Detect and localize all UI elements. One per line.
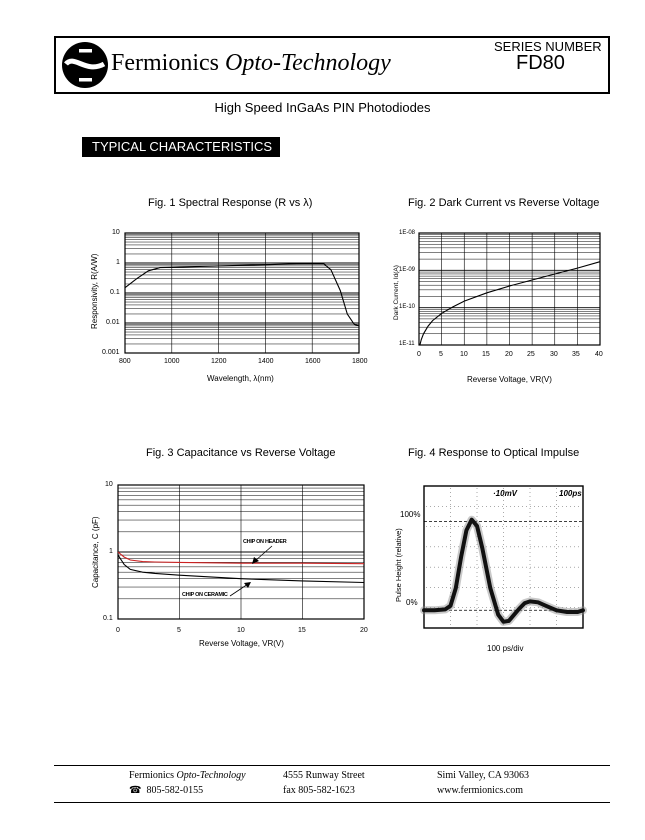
fig3-annotation-ceramic: CHIP ON CERAMIC	[182, 592, 228, 598]
fig2-xtick: 35	[572, 351, 580, 358]
fig4-ylabel: Pulse Height (relative)	[394, 528, 403, 602]
fig1-xtick: 800	[119, 358, 131, 365]
fig1-xtick: 1400	[258, 358, 274, 365]
fig2-xtick: 0	[417, 351, 421, 358]
footer-rule-top	[54, 765, 610, 766]
fig4-xlabel: 100 ps/div	[487, 644, 524, 653]
fig4-note-time: 100ps	[559, 489, 582, 498]
fig3-xtick: 0	[116, 627, 120, 634]
footer-company-suffix: Opto-Technology	[176, 770, 246, 781]
footer-company-main: Fermionics	[129, 770, 174, 781]
footer-company	[129, 770, 246, 781]
fig2-xtick: 20	[505, 351, 513, 358]
fig3-xtick: 15	[298, 627, 306, 634]
company-name-main: Fermionics	[111, 50, 219, 76]
footer-phone: 805-582-0155	[146, 785, 204, 796]
fig1-xtick: 1600	[305, 358, 321, 365]
footer-rule-bottom	[54, 802, 610, 803]
fig3-ytick: 0.1	[103, 615, 113, 622]
fig3-ylabel: Capacitance, C (pF)	[91, 516, 100, 588]
fig1-xtick: 1200	[211, 358, 227, 365]
fig1-ytick: 10	[112, 229, 120, 236]
fig4-plot	[424, 486, 583, 628]
fig3-xtick: 5	[177, 627, 181, 634]
fig3-annotation-header: CHIP ON HEADER	[243, 539, 287, 545]
footer-fax: fax 805-582-1623	[283, 785, 355, 796]
fig2-xlabel: Reverse Voltage, VR(V)	[467, 375, 552, 384]
product-title: High Speed InGaAs PIN Photodiodes	[214, 100, 431, 115]
company-name-suffix: Opto-Technology	[225, 50, 391, 76]
fig1-ytick: 0.1	[110, 289, 120, 296]
fig1-ytick: 0.01	[106, 319, 120, 326]
phone-icon: ☎	[129, 785, 142, 796]
fig4-note-voltage: ·10mV	[493, 489, 518, 498]
fig2-ytick: 1E-10	[399, 304, 416, 310]
fig3-title: Fig. 3 Capacitance vs Reverse Voltage	[146, 447, 336, 459]
series-number-label: SERIES NUMBER	[494, 39, 602, 54]
fig2-ytick: 1E-08	[399, 230, 416, 236]
footer-city: Simi Valley, CA 93063	[437, 770, 529, 781]
fig1-title: Fig. 1 Spectral Response (R vs λ)	[148, 197, 313, 209]
fig1-ytick: 1	[116, 259, 120, 266]
fig2-xtick: 40	[595, 351, 603, 358]
fig4-title: Fig. 4 Response to Optical Impulse	[408, 447, 580, 459]
fig2-xtick: 30	[550, 351, 558, 358]
fig1-xtick: 1800	[352, 358, 368, 365]
footer-address: 4555 Runway Street	[283, 770, 365, 781]
fig3-xtick: 10	[237, 627, 245, 634]
fig2-title: Fig. 2 Dark Current vs Reverse Voltage	[408, 197, 600, 209]
fig1-xlabel: Wavelength, λ(nm)	[207, 374, 274, 383]
fig2-ytick: 1E-09	[399, 267, 416, 273]
fig1-xtick: 1000	[164, 358, 180, 365]
fig3-ytick: 10	[105, 481, 113, 488]
section-banner: TYPICAL CHARACTERISTICS	[82, 137, 280, 157]
fig3-xlabel: Reverse Voltage, VR(V)	[199, 639, 284, 648]
fig2-xtick: 5	[439, 351, 443, 358]
fig4-label-100: 100%	[400, 510, 421, 519]
footer-website[interactable]: www.fermionics.com	[437, 785, 523, 796]
fig2-xtick: 15	[482, 351, 490, 358]
fig3-xtick: 20	[360, 627, 368, 634]
fig2-xtick: 25	[527, 351, 535, 358]
fig2-xtick: 10	[460, 351, 468, 358]
fig1-ytick: 0.001	[102, 349, 120, 356]
footer-phone-row	[129, 785, 203, 796]
fig2-ytick: 1E-11	[399, 341, 415, 347]
fig1-ylabel: Responsivity, R(A/W)	[90, 253, 99, 329]
fig4-label-0: 0%	[406, 598, 418, 607]
fig3-ytick: 1	[109, 548, 113, 555]
fig2-ylabel: Dark Current, Id(A)	[393, 265, 400, 320]
series-number-value: FD80	[516, 52, 565, 74]
